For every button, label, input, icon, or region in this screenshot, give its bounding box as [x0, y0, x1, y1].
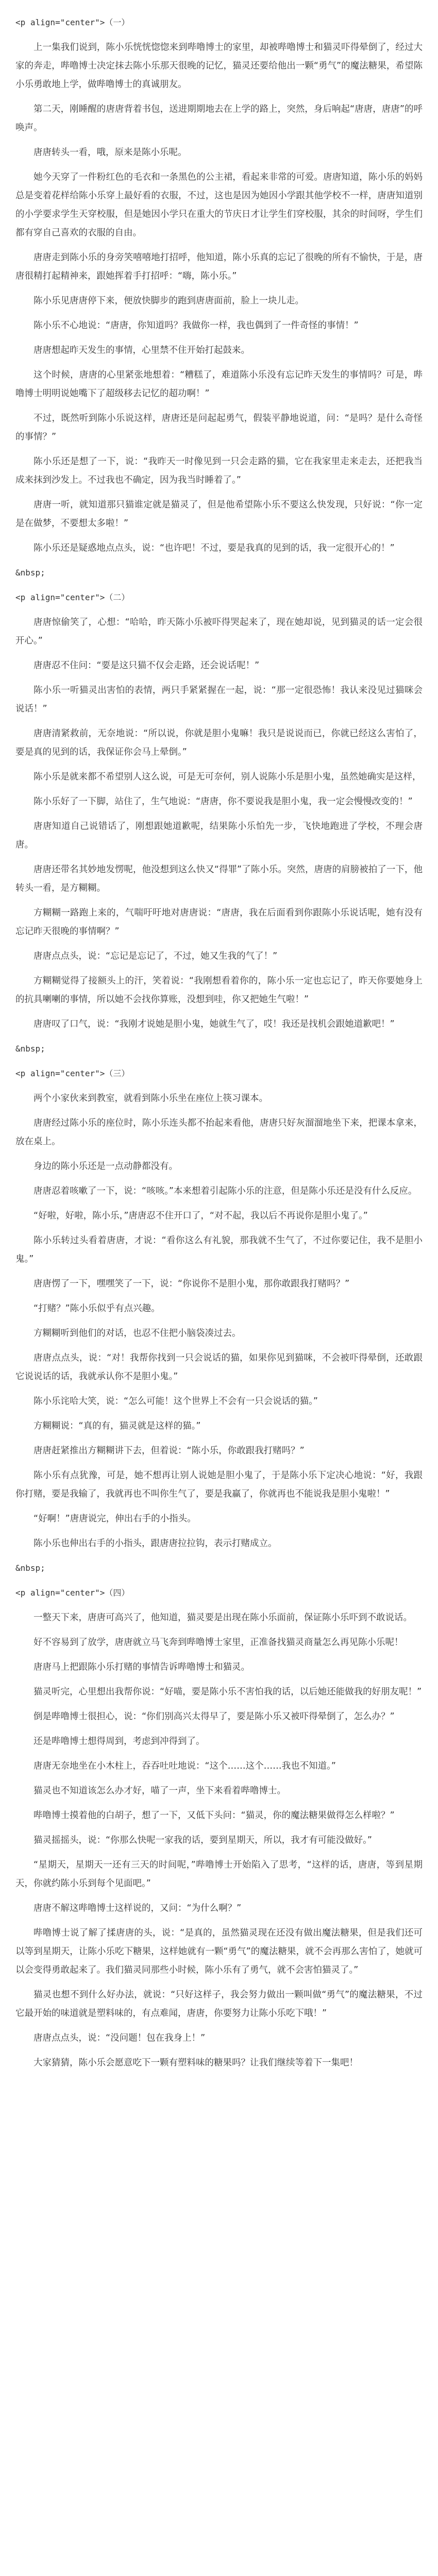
nbsp-line: &nbsp; [15, 1563, 45, 1573]
paragraph: 方糊糊一路跑上来的，气喘吁吁地对唐唐说：“唐唐，我在后面看到你跟陈小乐说话呢，她有没有忘记昨天很晚的事情啊？” [15, 908, 423, 937]
paragraph: 唐唐清紧救前，无奈地说：“所以说，你就是胆小鬼嘛！我只是说说而已，你就已经这么害怕了，要是真的见到的话，我保证你会马上晕倒。” [15, 728, 423, 757]
paragraph: 大家猜猜，陈小乐会愿意吃下一颗有塑料味的糖果吗？让我们继续等着下一集吧！ [33, 2058, 358, 2068]
paragraph: 上一集我们说到，陈小乐恍恍惚惚来到哔噜博士的家里，却被哔噜博士和猫灵吓得晕倒了，经过大家的奔走，哔噜博士决定抹去陈小乐那天很晚的记忆，猫灵还要给他出一颗“勇气”的魔法糖果，希望陈小乐勇敢地上学，做哔噜博士的真诚朋友。 [15, 42, 423, 90]
paragraph: “星期天，星期天一还有三天的时间呢，”哔噜博士开始陷入了思考，“这样的话，唐唐，等到星期天，你就约陈小乐到每个见面吧。” [15, 1860, 423, 1889]
paragraph: 两个小家伙来到教室，就看到陈小乐坐在座位上筷习课本。 [33, 1093, 268, 1104]
paragraph: 唐唐点点头，说：“没问题！包在我身上！” [33, 2033, 206, 2043]
paragraph: 猫灵摇摇头，说：“你那么快呢一家我的话，要到星期天，所以，我才有可能没做好。” [33, 1835, 372, 1845]
paragraph: 陈小乐好了一下脚，站住了，生气地说：“唐唐，你不要说我是胆小鬼，我一定会慢慢改变的！” [33, 796, 413, 807]
paragraph: 唐唐点点头，说：“对！我帮你找到一只会说话的猫，如果你见到猫咪，不会被吓得晕倒，还敢跟它说说话的话，我就承认你不是胆小鬼。” [15, 1353, 423, 1382]
paragraph: 唐唐还带名其妙地发愣呢，他没想到这么快又“得罪”了陈小乐。突然，唐唐的肩膀被拍了一下，他转头一看，是方糊糊。 [15, 865, 423, 893]
paragraph: 唐唐一听，就知道那只猫谁定就是猫灵了，但是他希望陈小乐不要这么快发现，只好说：“你一定是在做梦，不要想太多啦！” [15, 500, 423, 529]
paragraph: 陈小乐诧哈大笑，说：“怎么可能！这个世界上不会有一只会说话的猫。” [33, 1396, 318, 1406]
paragraph: 陈小乐还是想了一下，说：“我昨天一时像见到一只会走路的猫，它在我家里走来走去，还把我当成来抹到沙发上。不过我也不确定，因为我当时睡着了。” [15, 456, 423, 485]
paragraph: 唐唐忍着咳嗽了一下，说：“咳咳。”本来想着引起陈小乐的注意，但是陈小乐还是没有什么反应。 [33, 1186, 417, 1196]
paragraph: 不过，既然听到陈小乐说这样，唐唐还是问起起勇气，假装平静地说道，问：“是吗？是什么奇怪的事情？” [15, 413, 423, 442]
paragraph: 好不容易到了放学，唐唐就立马飞奔到哔噜博士家里，正准备找猫灵商量怎么再见陈小乐呢！ [33, 1637, 403, 1648]
paragraph: 陈小乐是就来都不希望别人这么说，可是无可奈何，别人说陈小乐是胆小鬼，虽然她确实是这样， [33, 772, 422, 782]
paragraph: 唐唐走到陈小乐的身旁笑嘻嘻地打招呼，他知道，陈小乐真的忘记了很晚的所有不愉快，于是，唐唐很精打起精神来，跟她挥着手打招呼：“嗨，陈小乐。” [15, 252, 423, 281]
paragraph: 还是哔噜博士想得周到，考虑到冲得到了。 [33, 1736, 205, 1747]
paragraph: 唐唐愣了一下，嘿嘿笑了一下，说：“你说你不是胆小鬼，那你敢跟我打赌吗？” [33, 1279, 350, 1289]
paragraph: 唐唐知道自己说错话了，刚想跟她道歉呢，结果陈小乐怕先一步，飞快地跑进了学校，不理会唐唐。 [15, 821, 423, 850]
paragraph: 唐唐忍不住问：“要是这只猫不仅会走路，还会说话呢！” [33, 660, 260, 671]
paragraph: 唐唐赶紧推出方糊糊讲下去，但着说：“陈小乐，你敢跟我打赌吗？” [33, 1446, 305, 1456]
paragraph: 陈小乐一听猫灵出害怕的表情，两只手紧紧握在一起，说：“那一定很恐怖！我认来没见过猫咪会说话！” [15, 685, 423, 714]
paragraph: 哔噜博士摸着他的白胡子，想了一下，又低下头问：“猫灵，你的魔法糖果做得怎么样啦？” [33, 1810, 395, 1821]
paragraph: 陈小乐有点犹豫，可是，她不想再让别人说她是胆小鬼了，于是陈小乐下定决心地说：“好，我跟你打赌，要是我输了，我就再也不叫你生气了，要是我赢了，你就再也不能说我是胆小鬼啦！” [15, 1470, 423, 1499]
paragraph: 唐唐转头一看，哦，原来是陈小乐呢。 [33, 147, 187, 158]
paragraph: 方糊糊觉得了接额头上的汗，笑着说：“我刚想看着你的，陈小乐一定也忘记了，昨天你要她身上的抗具喇喇的事情，所以她不会找你算账，没想到哇，你又把她生气啦！” [15, 976, 423, 1005]
paragraph: 唐唐不解这哔噜博士这样说的，又问：“为什么啊？” [33, 1903, 242, 1913]
paragraph: 方糊糊听到他们的对话，也忍不住把小脑袋凑过去。 [33, 1328, 241, 1338]
paragraph: 唐唐无奈地坐在小木柱上，吞吞吐吐地说：“这个……这个……我也不知道。” [33, 1761, 336, 1771]
paragraph: 唐唐马上把跟陈小乐打赌的事情告诉哔噜博士和猫灵。 [33, 1662, 250, 1672]
paragraph: 猫灵也不知道该怎么办才好，喵了一声，坐下来看着哔噜博士。 [33, 1786, 286, 1796]
paragraph: 唐唐点点头，说：“忘记是忘记了，不过，她又生我的气了！” [33, 951, 278, 961]
paragraph: 陈小乐也伸出右手的小指头，跟唐唐拉拉钩，表示打赌成立。 [33, 1538, 277, 1549]
paragraph: “好啦，好啦，陈小乐，”唐唐忍不住开口了，“对不起，我以后不再说你是胆小鬼了。” [33, 1211, 368, 1221]
section-header: <p align="center">（四） [15, 1588, 130, 1598]
paragraph: 身边的陈小乐还是一点动静都没有。 [33, 1161, 178, 1172]
section-header: <p align="center">（二） [15, 592, 130, 602]
paragraph: 哔噜博士说了解了揉唐唐的头，说：“是真的，虽然猫灵现在还没有做出魔法糖果，但是我们还可以等到星期天，让陈小乐吃下糖果，这样她就有一颗“勇气”的魔法糖果，就不会再那么害怕了，她就可以会变得勇敢起来了。我们猫灵同那些小时候，陈小乐有了勇气，就不会害怕猫灵了。” [15, 1928, 423, 1975]
paragraph: 方糊糊说：“真的有，猫灵就是这样的猫。” [33, 1421, 201, 1431]
nbsp-line: &nbsp; [15, 1044, 45, 1054]
paragraph: 倒是哔噜博士很担心，说：“你们别高兴太得早了，要是陈小乐又被吓得晕倒了，怎么办？” [33, 1711, 395, 1722]
paragraph: 唐唐惊偷笑了，心想：“哈哈，昨天陈小乐被吓得哭起来了，现在她却说，见到猫灵的话一定会很开心。” [15, 617, 423, 646]
paragraph: 陈小乐转过头看着唐唐，才说：“看你这么有礼貌，那我就不生气了，不过你要记住，我不是胆小鬼。” [15, 1235, 423, 1264]
section-header: <p align="center">（三） [15, 1069, 130, 1078]
paragraph: 第二天，刚睡醒的唐唐背着书包，送进期期地去在上学的路上，突然，身后响起“唐唐，唐唐”的呼唤声。 [15, 104, 423, 133]
paragraph: 陈小乐还是疑惑地点点头，说：“也许吧！不过，要是我真的见到的话，我一定很开心的！” [33, 543, 395, 553]
paragraph: 猫灵听完，心里想出我帮你说：“好喵，要是陈小乐不害怕我的话，以后她还能做我的好朋友呢！” [33, 1687, 422, 1697]
paragraph: 猫灵也想不到什么好办法，就说：“只好这样子，我会努力做出一颗叫做“勇气”的魔法糖果，不过它最开始的味道就是塑料味的，有点难闻，唐唐，你要努力让陈小乐吃下哦！” [15, 1990, 423, 2019]
paragraph: “好啊！”唐唐说完，伸出右手的小指头。 [33, 1514, 196, 1524]
paragraph: 唐唐经过陈小乐的座位时，陈小乐连头都不抬起来看他，唐唐只好灰溜溜地坐下来，把课本拿来，放在桌上。 [15, 1118, 423, 1147]
paragraph: 陈小乐不心地说：“唐唐，你知道吗？我做你一样，我也偶到了一件奇怪的事情！” [33, 320, 359, 331]
paragraph: 一整天下来，唐唐可高兴了，他知道，猫灵要是出现在陈小乐面前，保证陈小乐吓到不敢说话。 [33, 1613, 412, 1623]
paragraph: “打赌？”陈小乐似乎有点兴趣。 [33, 1303, 160, 1314]
paragraph: 唐唐叹了口气，说：“我刚才说她是胆小鬼，她就生气了，哎！我还是找机会跟她道歉吧！” [33, 1019, 395, 1029]
nbsp-line: &nbsp; [15, 568, 45, 578]
paragraph: 她今天穿了一件粉红色的毛衣和一条黑色的公主裙，看起来非常的可爱。唐唐知道，陈小乐的妈妈总是变着花样给陈小乐穿上最好看的衣服，不过，这也是因为她因小学跟其他学校不一样，唐唐知道别的小学要求学生天穿校服，但是她因小学只在重大的节庆日才让学生们穿校服，其余的时间呀，学生们都有穿自己喜欢的衣服的自由。 [15, 172, 423, 238]
section-header: <p align="center">（一） [15, 18, 130, 27]
paragraph: 唐唐想起昨天发生的事情，心里禁不住开始打起鼓来。 [33, 345, 250, 355]
paragraph: 陈小乐见唐唐停下来，便放快脚步的跑到唐唐面前，脸上一块儿走。 [33, 296, 304, 306]
paragraph: 这个时候，唐唐的心里紧张地想着：“糟糕了，难道陈小乐没有忘记昨天发生的事情吗？可是，哔噜博士明明说她嘴下了超级移去记忆的超功啊！” [15, 370, 423, 399]
